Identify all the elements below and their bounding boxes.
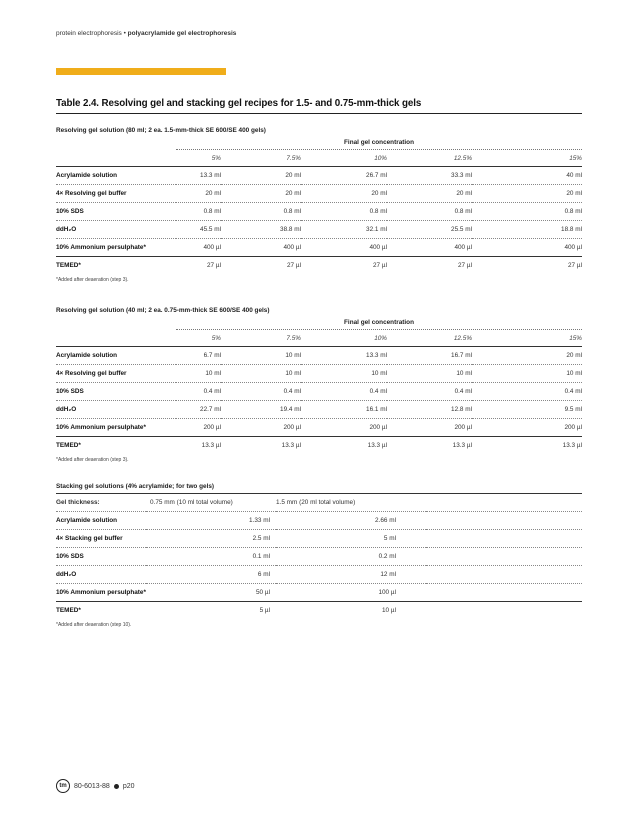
table-row: TEMED* 5 µl 10 µl (56, 607, 396, 614)
concentration-header-row (56, 150, 582, 167)
page-number: p20 (122, 782, 135, 790)
conc-15: 15% (569, 154, 582, 162)
table-row: 10% SDS 0.1 ml 0.2 ml (56, 548, 582, 566)
document-code: 80-6013-88 (74, 782, 110, 790)
table-row: TEMED* 13.3 µl 13.3 µl 13.3 µl 13.3 µl 13.3 µl (56, 442, 582, 449)
table-title: Table 2.4. Resolving gel and stacking gel recipes for 1.5- and 0.75-mm-thick gels (56, 98, 422, 109)
gel-thickness-label: Gel thickness: (56, 494, 146, 512)
header-separator: • (123, 30, 126, 37)
thickness-0-75: 0.75 mm (10 ml total volume) (146, 494, 276, 512)
section-title: Stacking gel solutions (4% acrylamide; for two gels) (56, 483, 215, 490)
table-row: TEMED* 27 µl 27 µl 27 µl 27 µl 27 µl (56, 262, 582, 269)
accent-bar (56, 68, 226, 75)
table-row: 4× Resolving gel buffer 20 ml 20 ml 20 ml 20 ml 20 ml (56, 185, 582, 203)
section-title: Resolving gel solution (40 ml; 2 ea. 0.75-mm-thick SE 600/SE 400 gels) (56, 307, 270, 314)
table-row: Acrylamide solution 1.33 ml 2.66 ml (56, 512, 582, 530)
table-row: ddH₂O 22.7 ml 19.4 ml 16.1 ml 12.8 ml 9.5 ml (56, 401, 582, 419)
concentration-header-row (56, 330, 582, 347)
resolving-80-table (56, 150, 582, 274)
final-gel-concentration-label: Final gel concentration (344, 319, 414, 326)
tm-logo-icon: tm (56, 779, 70, 793)
conc-5: 5% (211, 334, 221, 342)
table-row: 4× Stacking gel buffer 2.5 ml 5 ml (56, 530, 582, 548)
stacking-section (56, 481, 582, 628)
conc-12-5: 12.5% (453, 334, 472, 342)
resolving-40-table (56, 330, 582, 454)
conc-5: 5% (211, 154, 221, 162)
conc-7-5: 7.5% (286, 334, 301, 342)
table-row: ddH₂O 6 ml 12 ml (56, 566, 582, 584)
table-row: 10% SDS 0.4 ml 0.4 ml 0.4 ml 0.4 ml 0.4 ml (56, 383, 582, 401)
stacking-table (56, 494, 582, 619)
table-row: Acrylamide solution 6.7 ml 10 ml 13.3 ml 16.7 ml 20 ml (56, 347, 582, 365)
table-row: 4× Resolving gel buffer 10 ml 10 ml 10 ml 10 ml 10 ml (56, 365, 582, 383)
page-footer (56, 779, 135, 793)
table-row: Acrylamide solution 13.3 ml 20 ml 26.7 ml 33.3 ml 40 ml (56, 167, 582, 185)
conc-12-5: 12.5% (453, 154, 472, 162)
running-header (56, 30, 236, 37)
gel-thickness-row (56, 494, 582, 512)
footnote: *Added after deaeration (step 3). (56, 457, 129, 463)
footnote: *Added after deaeration (step 10). (56, 622, 132, 628)
table-row: ddH₂O 45.5 ml 38.8 ml 32.1 ml 25.5 ml 18.8 ml (56, 221, 582, 239)
footnote: *Added after deaeration (step 3). (56, 277, 129, 283)
table-row: 10% Ammonium persulphate* 50 µl 100 µl (56, 584, 582, 602)
resolving-80-section (56, 125, 582, 283)
table-row: 10% SDS 0.8 ml 0.8 ml 0.8 ml 0.8 ml 0.8 ml (56, 203, 582, 221)
table-row: 10% Ammonium persulphate* 200 µl 200 µl 200 µl 200 µl 200 µl (56, 419, 582, 437)
header-section: polyacrylamide gel electrophoresis (127, 30, 237, 37)
table-row: 10% Ammonium persulphate* 400 µl 400 µl 400 µl 400 µl 400 µl (56, 239, 582, 257)
conc-10: 10% (374, 154, 387, 162)
bullet-dot-icon (114, 784, 119, 789)
conc-7-5: 7.5% (286, 154, 301, 162)
conc-10: 10% (374, 334, 387, 342)
final-gel-concentration-label: Final gel concentration (344, 139, 414, 146)
conc-15: 15% (569, 334, 582, 342)
title-rule (56, 113, 582, 114)
header-prefix: protein electrophoresis (56, 30, 122, 37)
thickness-1-5: 1.5 mm (20 ml total volume) (276, 494, 426, 512)
resolving-40-section (56, 305, 582, 463)
section-title: Resolving gel solution (80 ml; 2 ea. 1.5-mm-thick SE 600/SE 400 gels) (56, 127, 266, 134)
